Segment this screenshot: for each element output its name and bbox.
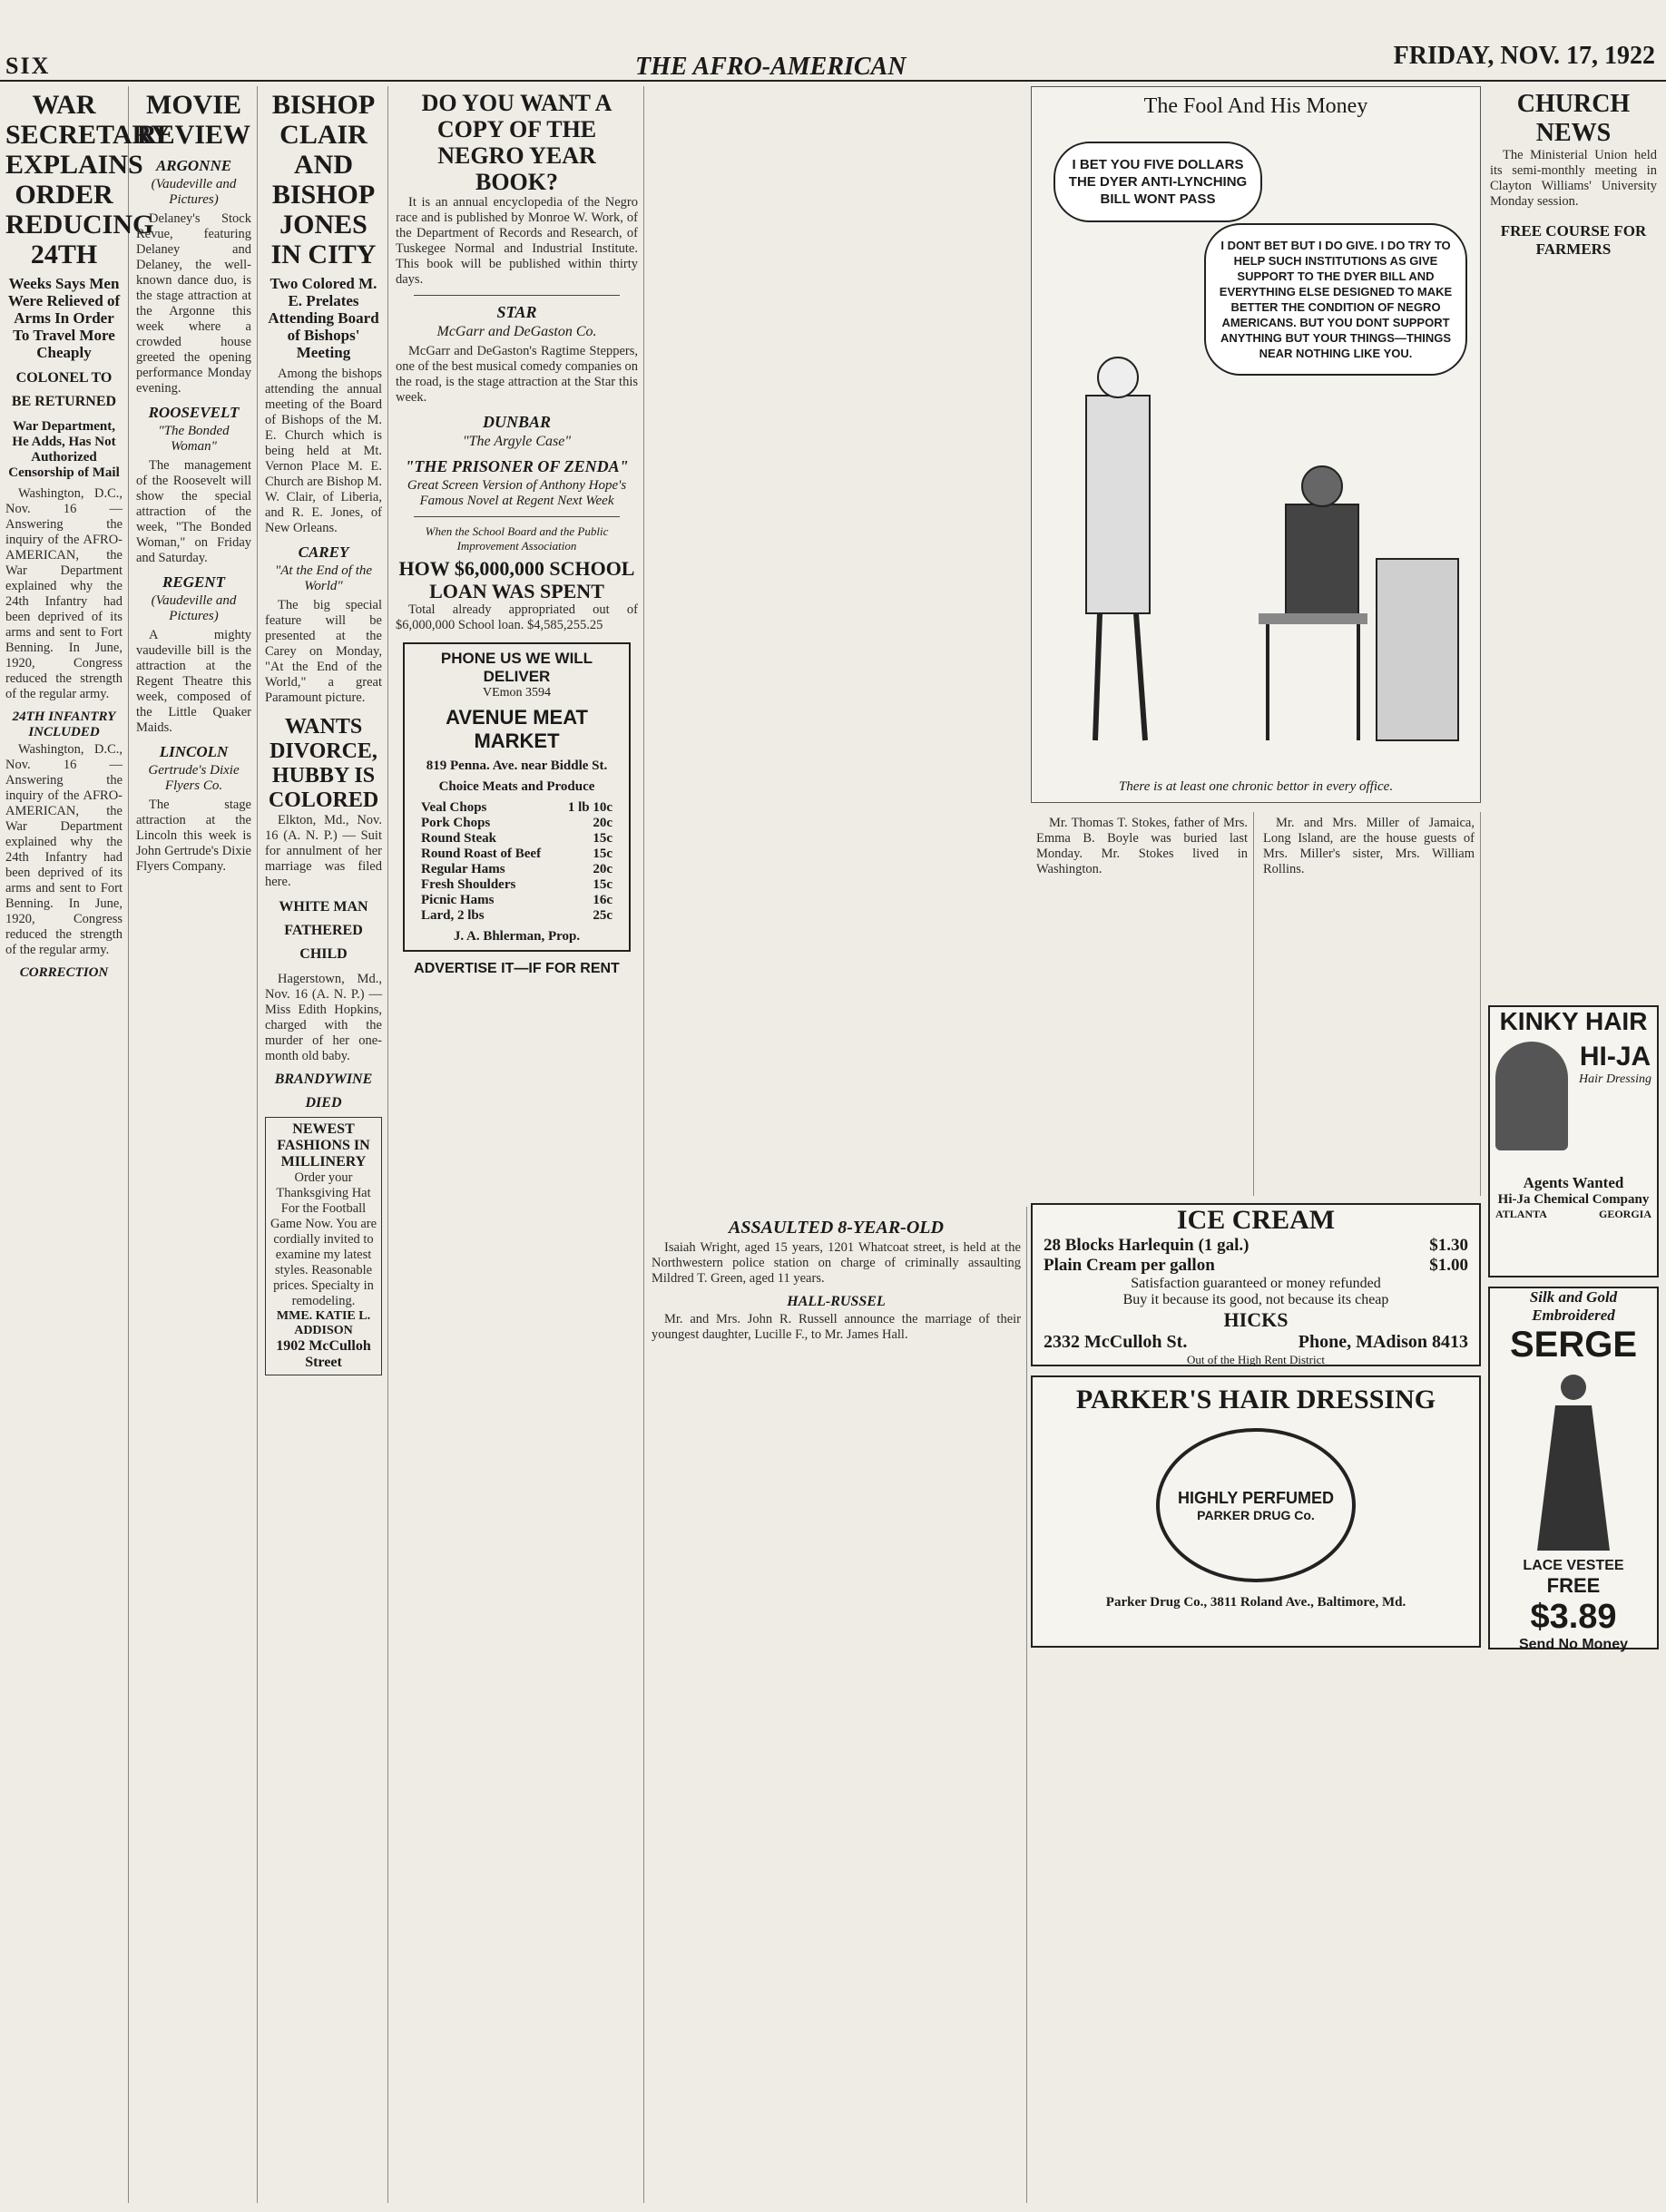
market-address: 819 Penna. Ave. near Biddle St. <box>426 759 608 773</box>
review-kicker-roosevelt: "The Bonded Woman" <box>158 424 230 454</box>
review-body-roosevelt: The management of the Roosevelt will show the special attraction of the week, "The Bonded Woman," on Friday and Saturday. <box>136 458 251 565</box>
review-title-regent: REGENT <box>162 573 225 591</box>
headline-year-book: DO YOU WANT A COPY OF THE NEGRO YEAR BOOK? <box>421 90 612 195</box>
market-sub: Choice Meats and Produce <box>438 779 595 794</box>
serge-price: $3.89 <box>1530 1598 1617 1636</box>
column-church-news <box>1485 86 1662 996</box>
dress-illustration <box>1519 1369 1628 1551</box>
column-society-1 <box>1031 812 1254 1196</box>
phone-line1: PHONE US WE WILL <box>440 650 593 667</box>
brandywine-head: BRANDYWINE <box>274 1072 373 1087</box>
review-kicker-lincoln: Gertrude's Dixie Flyers Co. <box>148 763 240 793</box>
column-war-secretary <box>0 86 171 2203</box>
cartoon-figures <box>1050 377 1467 759</box>
headline-war-secretary: WAR SECRETARY EXPLAINS ORDER REDUCING 24TH <box>5 90 171 269</box>
agents-wanted: Agents Wanted <box>1523 1174 1624 1191</box>
millinery-body: Order your Thanksgiving Hat For the Football Game Now. You are cordially invited to examine my latest styles. Reasonable prices. Specialty in remodeling. <box>270 1170 377 1308</box>
review-body-carey: The big special feature will be presented at the Carey on Monday, "At the End of the World," a great Paramount picture. <box>265 598 382 705</box>
advertise-footer: ADVERTISE IT—IF FOR RENT <box>414 961 620 976</box>
lace-vestee: LACE VESTEE <box>1523 1558 1624 1573</box>
market-name: AVENUE MEAT MARKET <box>446 706 588 752</box>
review-kicker-star: McGarr and DeGaston Co. <box>436 324 597 339</box>
headline-farmers: FREE COURSE FOR FARMERS <box>1500 222 1647 258</box>
ice-cream-line1: 28 Blocks Harlequin (1 gal.) $1.30 <box>1044 1236 1468 1255</box>
subhead-war-dept: War Department, He Adds, Has Not Authorized Censorship of Mail <box>8 419 120 480</box>
year-book-body: It is an annual encyclopedia of the Negro race and is published by Monroe W. Work, of the Department of Records and Research, of Tuskegee Normal and Industrial Institute. This book will be published within thirty days. <box>396 195 638 287</box>
ice-cream-tagline-2: Buy it because its good, not because its cheap <box>1122 1292 1389 1307</box>
cartoon-title: The Fool And His Money <box>1143 94 1368 118</box>
millinery-address: 1902 McCulloh Street <box>276 1338 371 1370</box>
phone-line2: DELIVER <box>483 668 551 685</box>
review-body-argonne: Delaney's Stock Revue, featuring Delaney and Delaney, the well-known dance duo, is the stage attraction at the Argonne this week where a crowded house greeted the opening performance Monday evening. <box>136 211 251 396</box>
loan-intro: When the School Board and the Public Improvement Association <box>425 524 609 553</box>
review-kicker-regent: (Vaudeville and Pictures) <box>151 593 237 623</box>
review-title-roosevelt: ROOSEVELT <box>148 404 240 421</box>
hall-russel-head: HALL-RUSSEL <box>787 1294 886 1309</box>
price-row: Lard, 2 lbs 25c <box>421 908 612 923</box>
parkers-badge-maker: PARKER DRUG Co. <box>1197 1507 1315 1522</box>
masthead <box>0 0 1666 82</box>
review-title-zenda: "THE PRISONER OF ZENDA" <box>405 457 629 475</box>
bishops-body: Among the bishops attending the annual meeting of the Board of Bishops of the M. E. Church which is being held at Mt. Vernon Place M. E. Church are Bishop M. W. Clair, of Liberia, and R. E. Jones, of New Orleans. <box>265 367 382 535</box>
review-title-lincoln: LINCOLN <box>159 743 229 760</box>
portrait-image <box>1495 1042 1568 1150</box>
parkers-head: PARKER'S HAIR DRESSING <box>1075 1385 1436 1414</box>
subhead-weeks: Weeks Says Men Were Relieved of Arms In Order To Travel More Cheaply <box>7 275 121 361</box>
review-kicker-dunbar: "The Argyle Case" <box>462 434 572 449</box>
price-row: Regular Hams 20c <box>421 862 612 876</box>
phone-number: VEmon 3594 <box>482 686 552 700</box>
ice-cream-district: Out of the High Rent District <box>1186 1353 1325 1366</box>
assault-head: ASSAULTED 8-YEAR-OLD <box>729 1218 944 1238</box>
speech-bubble-2: I DONT BET BUT I DO GIVE. I DO TRY TO HELP SUCH INSTITUTIONS AS GIVE SUPPORT TO THE DYER BILL AND EVERYTHING ELSE DESIGNED TO MAKE BETTER THE CONDITION OF NEGRO AMERICANS. BUT YOU DONT SUPPORT ANYTHING BUT YOUR THINGS—THINGS NEAR NOTHING LIKE YOU. <box>1204 223 1467 376</box>
review-title-dunbar: DUNBAR <box>482 413 551 431</box>
white-man-body: Hagerstown, Md., Nov. 16 (A. N. P.) — Miss Edith Hopkins, charged with the murder of her one-month old baby. <box>265 972 382 1063</box>
church-body: The Ministerial Union held its semi-monthly meeting in Clayton Williams' University Monday session. <box>1490 148 1657 209</box>
parkers-badge <box>1156 1428 1356 1582</box>
price-row: Pork Chops 20c <box>421 816 612 830</box>
article-body: Washington, D.C., Nov. 16 — Answering the inquiry of the AFRO-AMERICAN, the War Department explained why the 24th Infantry had been deprived of its arms and sent to Fort Benning. In June, 1920, Congress reduced the strength of the regular army. <box>5 486 122 701</box>
millinery-ad <box>265 1117 382 1375</box>
hi-ja-sub: Hair Dressing <box>1579 1072 1651 1086</box>
review-title-argonne: ARGONNE <box>155 157 232 174</box>
column-local-news <box>646 1207 1027 2203</box>
society-body-2: Mr. and Mrs. Miller of Jamaica, Long Island, are the house guests of Mrs. Miller's sister, Mrs. William Rollins. <box>1263 816 1475 876</box>
parkers-footer: Parker Drug Co., 3811 Roland Ave., Baltimore, Md. <box>1105 1595 1406 1610</box>
serge-big: SERGE <box>1509 1325 1638 1365</box>
free-label: FREE <box>1546 1574 1601 1597</box>
divider <box>414 516 620 517</box>
millinery-name: MME. KATIE L. ADDISON <box>276 1309 371 1337</box>
subhead-24th: 24TH INFANTRY INCLUDED <box>12 710 116 739</box>
article-body-cont: Washington, D.C., Nov. 16 — Answering the inquiry of the AFRO-AMERICAN, the War Department explained why the 24th Infantry had been deprived of its arms and sent to Fort Benning. In June, 1920, Congress reduced the strength of the regular army. <box>5 742 122 957</box>
hi-ja-brand: HI-JA <box>1579 1042 1651 1072</box>
headline-white-man: WHITE MAN FATHERED CHILD <box>279 899 368 962</box>
kinky-hair-ad <box>1488 1005 1659 1277</box>
kinky-hair-head: KINKY HAIR <box>1499 1007 1648 1035</box>
society-body-1: Mr. Thomas T. Stokes, father of Mrs. Emma B. Boyle was buried last Monday. Mr. Stokes lived in Washington. <box>1036 816 1248 876</box>
hi-ja-company: Hi-Ja Chemical Company <box>1497 1192 1650 1207</box>
review-body-regent: A mighty vaudeville bill is the attraction at the Regent Theatre this week, composed of the Little Quaker Maids. <box>136 628 251 735</box>
hi-ja-location: ATLANTA GEORGIA <box>1495 1208 1651 1220</box>
ice-cream-store: HICKS <box>1223 1308 1289 1331</box>
subhead-prelates: Two Colored M. E. Prelates Attending Board of Bishops' Meeting <box>268 275 379 361</box>
page-number: SIX <box>5 53 51 79</box>
ice-cream-head: ICE CREAM <box>1176 1205 1336 1235</box>
hall-russel-body: Mr. and Mrs. John R. Russell announce the marriage of their youngest daughter, Lucille F., to Mr. James Hall. <box>652 1312 1021 1342</box>
review-kicker-argonne: (Vaudeville and Pictures) <box>151 177 237 207</box>
review-title-carey: CAREY <box>298 543 349 561</box>
divider <box>414 295 620 296</box>
headline-school-loan: HOW $6,000,000 SCHOOL LOAN WAS SPENT <box>398 557 635 602</box>
subhead-colonel: COLONEL TO BE RETURNED <box>11 370 117 409</box>
price-list <box>410 800 623 924</box>
column-bishops <box>260 86 388 2203</box>
loan-total: Total already appropriated out of $6,000,000 School loan. $4,585,255.25 <box>396 602 638 632</box>
review-body-star: McGarr and DeGaston's Ragtime Steppers, one of the best musical comedy companies on the road, is the stage attraction at the Star this week. <box>396 344 638 405</box>
market-proprietor: J. A. Bhlerman, Prop. <box>453 929 581 944</box>
price-row: Round Roast of Beef 15c <box>421 847 612 861</box>
column-society-2 <box>1258 812 1481 1196</box>
meat-market-ad <box>403 642 631 952</box>
correction-head: CORRECTION <box>19 965 109 980</box>
issue-date: FRIDAY, NOV. 17, 1922 <box>1393 42 1655 70</box>
price-row: Picnic Hams 16c <box>421 893 612 907</box>
price-row: Fresh Shoulders 15c <box>421 877 612 892</box>
ice-cream-ad <box>1031 1203 1481 1366</box>
headline-movie-review: MOVIE REVIEW <box>136 90 251 150</box>
died-head: DIED <box>305 1095 342 1111</box>
divorce-body: Elkton, Md., Nov. 16 (A. N. P.) — Suit for annulment of her marriage was filed here. <box>265 813 382 889</box>
headline-divorce: WANTS DIVORCE, HUBBY IS COLORED <box>268 715 379 812</box>
serge-dress-ad <box>1488 1287 1659 1652</box>
parkers-hair-dressing-ad <box>1031 1375 1481 1648</box>
review-body-lincoln: The stage attraction at the Lincoln this week is John Gertrude's Dixie Flyers Company. <box>136 798 251 874</box>
parkers-badge-text: HIGHLY PERFUMED <box>1177 1488 1335 1507</box>
price-row: Veal Chops 1 lb 10c <box>421 800 612 815</box>
paper-name: THE AFRO-AMERICAN <box>635 53 906 81</box>
ice-cream-contact: 2332 McCulloh St. Phone, MAdison 8413 <box>1044 1332 1468 1352</box>
ice-cream-line2: Plain Cream per gallon $1.00 <box>1044 1256 1468 1275</box>
send-no-money: Send No Money <box>1518 1637 1628 1652</box>
assault-body: Isaiah Wright, aged 15 years, 1201 Whatcoat street, is held at the Northwestern police station on charge of criminally assaulting Mildred T. Green, aged 11 years. <box>652 1240 1021 1286</box>
price-row: Round Steak 15c <box>421 831 612 846</box>
review-kicker-carey: "At the End of the World" <box>274 563 373 593</box>
cartoon-caption: There is at least one chronic bettor in every office. <box>1118 779 1394 794</box>
millinery-head: NEWEST FASHIONS IN MILLINERY <box>277 1121 370 1170</box>
ice-cream-tagline: Satisfaction guaranteed or money refunded <box>1131 1276 1381 1291</box>
editorial-cartoon <box>1031 86 1481 803</box>
column-year-book <box>390 86 644 2203</box>
column-movie-review <box>131 86 258 2203</box>
review-title-star: STAR <box>496 303 537 321</box>
headline-bishops: BISHOP CLAIR AND BISHOP JONES IN CITY <box>270 90 377 269</box>
review-kicker-zenda: Great Screen Version of Anthony Hope's Famous Novel at Regent Next Week <box>407 478 627 508</box>
speech-bubble-1: I BET YOU FIVE DOLLARS THE DYER ANTI-LYNCHING BILL WONT PASS <box>1054 142 1262 222</box>
headline-church-news: CHURCH NEWS <box>1516 90 1631 147</box>
serge-head: Silk and Gold Embroidered <box>1529 1288 1618 1324</box>
